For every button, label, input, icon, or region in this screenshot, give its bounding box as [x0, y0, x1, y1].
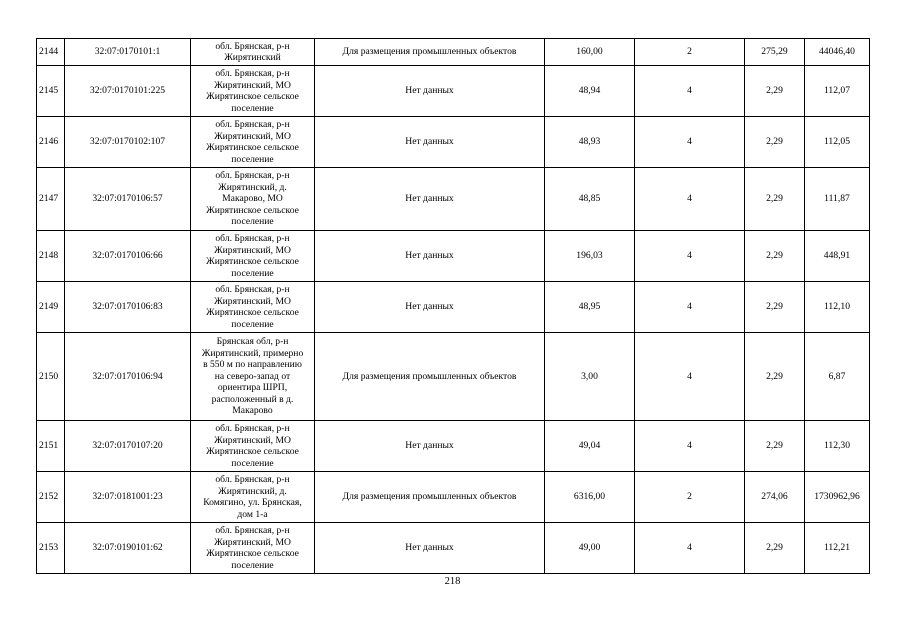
land-use-cell: Нет данных: [315, 66, 545, 117]
cadastral-number-cell: 32:07:0170106:57: [65, 168, 191, 231]
address-cell: [191, 168, 315, 231]
address-cell: [191, 523, 315, 574]
table-row: [37, 421, 870, 472]
rate-cell: 2,29: [745, 282, 805, 333]
group-cell: 4: [635, 168, 745, 231]
cadastral-value-cell: 448,91: [805, 231, 870, 282]
area-cell: 160,00: [545, 39, 635, 66]
address-text: обл. Брянская, р-н Жирятинский, МО Жирятинское сельское поселение: [206, 423, 299, 469]
area-cell: 49,04: [545, 421, 635, 472]
table-row: [37, 117, 870, 168]
land-use-cell: Нет данных: [315, 523, 545, 574]
land-use-cell: Нет данных: [315, 282, 545, 333]
cadastral-number-cell: 32:07:0170106:83: [65, 282, 191, 333]
table-row: [37, 333, 870, 421]
address-text: обл. Брянская, р-н Жирятинский, МО Жирятинское сельское поселение: [206, 119, 299, 165]
land-use-cell: Для размещения промышленных объектов: [315, 333, 545, 421]
group-cell: 4: [635, 333, 745, 421]
cadastral-number-cell: 32:07:0170107:20: [65, 421, 191, 472]
group-cell: 2: [635, 472, 745, 523]
cadastral-value-cell: 112,21: [805, 523, 870, 574]
address-cell: [191, 231, 315, 282]
cadastral-number-cell: 32:07:0170101:1: [65, 39, 191, 66]
row-number-cell: 2150: [37, 333, 65, 421]
group-cell: 4: [635, 66, 745, 117]
cadastral-value-cell: 112,05: [805, 117, 870, 168]
area-cell: 48,95: [545, 282, 635, 333]
table-row: [37, 39, 870, 66]
address-text: обл. Брянская, р-н Жирятинский, МО Жирятинское сельское поселение: [206, 525, 299, 571]
area-cell: 48,94: [545, 66, 635, 117]
table-row: [37, 282, 870, 333]
group-cell: 4: [635, 231, 745, 282]
address-text: обл. Брянская, р-н Жирятинский, д. Макарово, МО Жирятинское сельское поселение: [206, 170, 299, 228]
address-text: обл. Брянская, р-н Жирятинский: [215, 40, 290, 63]
group-cell: 4: [635, 523, 745, 574]
cadastral-value-cell: 6,87: [805, 333, 870, 421]
cadastral-number-cell: 32:07:0170106:66: [65, 231, 191, 282]
rate-cell: 275,29: [745, 39, 805, 66]
area-cell: 48,85: [545, 168, 635, 231]
land-use-cell: Для размещения промышленных объектов: [315, 472, 545, 523]
address-cell: [191, 421, 315, 472]
rate-cell: 2,29: [745, 66, 805, 117]
address-text: обл. Брянская, р-н Жирятинский, МО Жирятинское сельское поселение: [206, 68, 299, 114]
row-number-cell: 2151: [37, 421, 65, 472]
cadastral-number-cell: 32:07:0170101:225: [65, 66, 191, 117]
table-body: [37, 39, 870, 574]
table-row: [37, 66, 870, 117]
group-cell: 2: [635, 39, 745, 66]
address-cell: [191, 39, 315, 66]
row-number-cell: 2153: [37, 523, 65, 574]
table-row: [37, 231, 870, 282]
cadastral-value-cell: 112,07: [805, 66, 870, 117]
table-row: [37, 472, 870, 523]
land-use-cell: Нет данных: [315, 168, 545, 231]
cadastral-number-cell: 32:07:0170102:107: [65, 117, 191, 168]
land-use-cell: Нет данных: [315, 421, 545, 472]
cadastral-value-cell: 1730962,96: [805, 472, 870, 523]
cadastral-value-cell: 44046,40: [805, 39, 870, 66]
land-cadastre-table: [36, 38, 870, 574]
table-row: [37, 168, 870, 231]
area-cell: 3,00: [545, 333, 635, 421]
area-cell: 48,93: [545, 117, 635, 168]
cadastral-value-cell: 112,10: [805, 282, 870, 333]
group-cell: 4: [635, 421, 745, 472]
rate-cell: 2,29: [745, 421, 805, 472]
rate-cell: 2,29: [745, 523, 805, 574]
rate-cell: 2,29: [745, 333, 805, 421]
row-number-cell: 2149: [37, 282, 65, 333]
address-text: обл. Брянская, р-н Жирятинский, МО Жирятинское сельское поселение: [206, 233, 299, 279]
group-cell: 4: [635, 117, 745, 168]
cadastral-value-cell: 112,30: [805, 421, 870, 472]
page-number: 218: [444, 576, 461, 587]
row-number-cell: 2148: [37, 231, 65, 282]
address-text: обл. Брянская, р-н Жирятинский, д. Комягино, ул. Брянская, дом 1-а: [203, 474, 302, 520]
area-cell: 196,03: [545, 231, 635, 282]
address-cell: [191, 333, 315, 421]
address-text: Брянская обл, р-н Жирятинский, примерно в 550 м по направлению на северо-запад от ориентира ШРП, расположенный в д. Макарово: [201, 336, 304, 417]
land-use-cell: Нет данных: [315, 231, 545, 282]
land-use-cell: Для размещения промышленных объектов: [315, 39, 545, 66]
cadastral-value-cell: 111,87: [805, 168, 870, 231]
address-cell: [191, 282, 315, 333]
rate-cell: 2,29: [745, 231, 805, 282]
row-number-cell: 2145: [37, 66, 65, 117]
row-number-cell: 2152: [37, 472, 65, 523]
address-text: обл. Брянская, р-н Жирятинский, МО Жирятинское сельское поселение: [206, 284, 299, 330]
cadastral-number-cell: 32:07:0190101:62: [65, 523, 191, 574]
area-cell: 6316,00: [545, 472, 635, 523]
rate-cell: 2,29: [745, 117, 805, 168]
group-cell: 4: [635, 282, 745, 333]
land-use-cell: Нет данных: [315, 117, 545, 168]
address-cell: [191, 117, 315, 168]
row-number-cell: 2144: [37, 39, 65, 66]
rate-cell: 274,06: [745, 472, 805, 523]
area-cell: 49,00: [545, 523, 635, 574]
address-cell: [191, 66, 315, 117]
table-row: [37, 523, 870, 574]
cadastral-number-cell: 32:07:0181001:23: [65, 472, 191, 523]
rate-cell: 2,29: [745, 168, 805, 231]
row-number-cell: 2147: [37, 168, 65, 231]
row-number-cell: 2146: [37, 117, 65, 168]
address-cell: [191, 472, 315, 523]
cadastral-number-cell: 32:07:0170106:94: [65, 333, 191, 421]
